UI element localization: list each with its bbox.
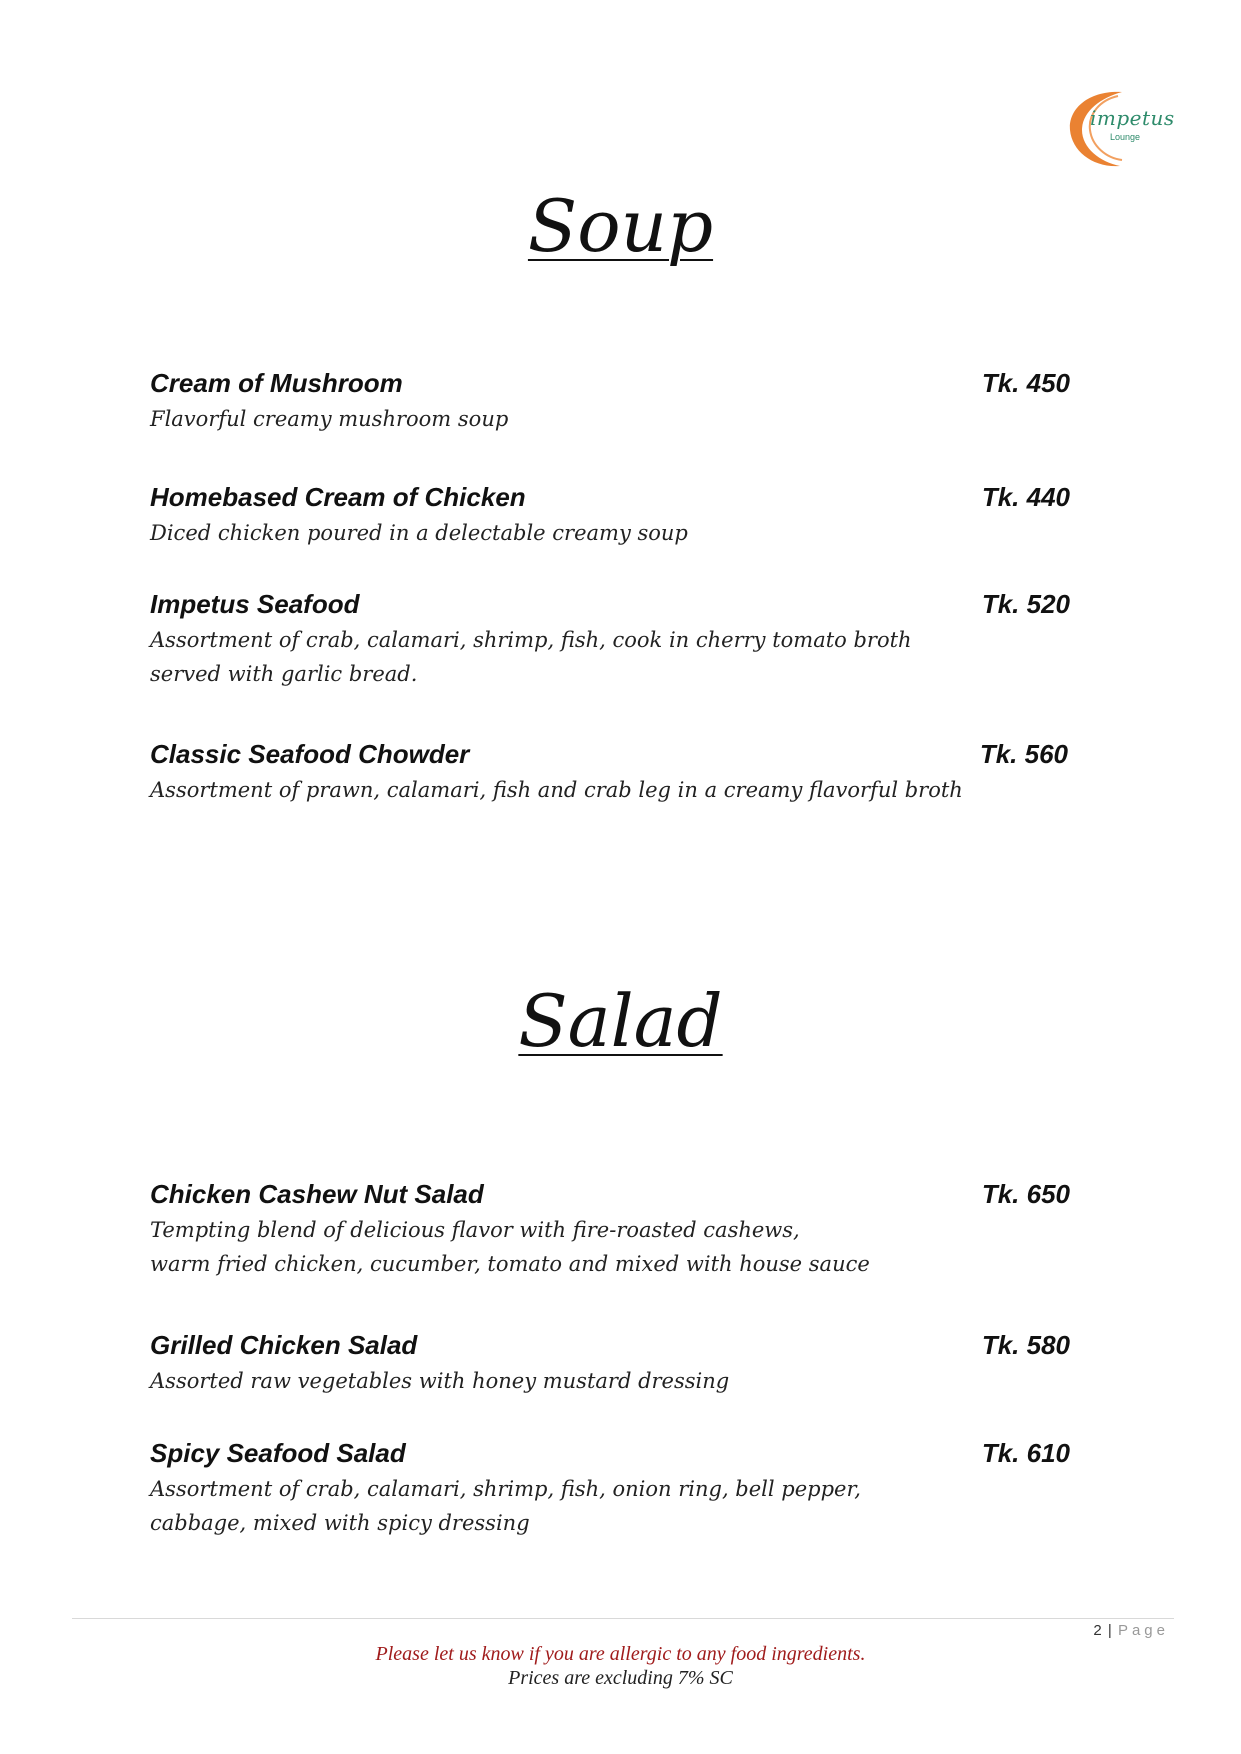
item-price: Tk. 650 [981,1179,1070,1209]
logo-wordmark: impetus [1090,106,1175,130]
item-name: Cream of Mushroom [150,368,403,398]
page-number-separator: | [1107,1622,1113,1639]
item-description: Tempting blend of delicious flavor with fire-roasted cashews, [150,1218,800,1242]
menu-item [150,737,1070,807]
page-word: Page [1117,1622,1169,1639]
item-description: served with garlic bread. [150,662,418,686]
page-number-value: 2 [1093,1622,1103,1639]
section-title-salad: Salad [518,979,723,1063]
page-number [1093,1622,1169,1639]
item-description: Assortment of crab, calamari, shrimp, fish, onion ring, bell pepper, [150,1477,861,1501]
item-name: Spicy Seafood Salad [150,1438,406,1468]
item-price: Tk. 580 [981,1330,1070,1360]
item-description: cabbage, mixed with spicy dressing [150,1511,530,1535]
item-name: Grilled Chicken Salad [150,1330,418,1360]
menu-item [150,366,1070,436]
item-name: Classic Seafood Chowder [150,739,470,769]
item-price: Tk. 610 [981,1438,1070,1468]
menu-item [150,1328,1070,1398]
menu-item [150,1177,1070,1281]
item-price: Tk. 560 [979,739,1068,769]
item-description: Assortment of crab, calamari, shrimp, fish, cook in cherry tomato broth [150,628,912,652]
item-description: warm fried chicken, cucumber, tomato and mixed with house sauce [150,1252,870,1276]
menu-item [150,480,1070,550]
allergy-note: Please let us know if you are allergic to any food ingredients. [375,1643,866,1665]
section-title-soup: Soup [527,184,714,268]
menu-item [150,587,1070,691]
item-name: Impetus Seafood [150,589,360,619]
item-name: Homebased Cream of Chicken [150,482,526,512]
item-description: Assortment of prawn, calamari, fish and crab leg in a creamy flavorful broth [150,778,963,802]
item-name: Chicken Cashew Nut Salad [150,1179,484,1209]
item-description: Flavorful creamy mushroom soup [150,407,509,431]
menu-item [150,1436,1070,1540]
logo-subtitle: Lounge [1110,132,1141,142]
item-price: Tk. 520 [981,589,1070,619]
price-note: Prices are excluding 7% SC [508,1667,733,1689]
item-price: Tk. 450 [981,368,1070,398]
footer-divider [72,1618,1174,1619]
item-description: Assorted raw vegetables with honey mustard dressing [150,1369,730,1393]
item-description: Diced chicken poured in a delectable creamy soup [150,521,688,545]
item-price: Tk. 440 [981,482,1070,512]
